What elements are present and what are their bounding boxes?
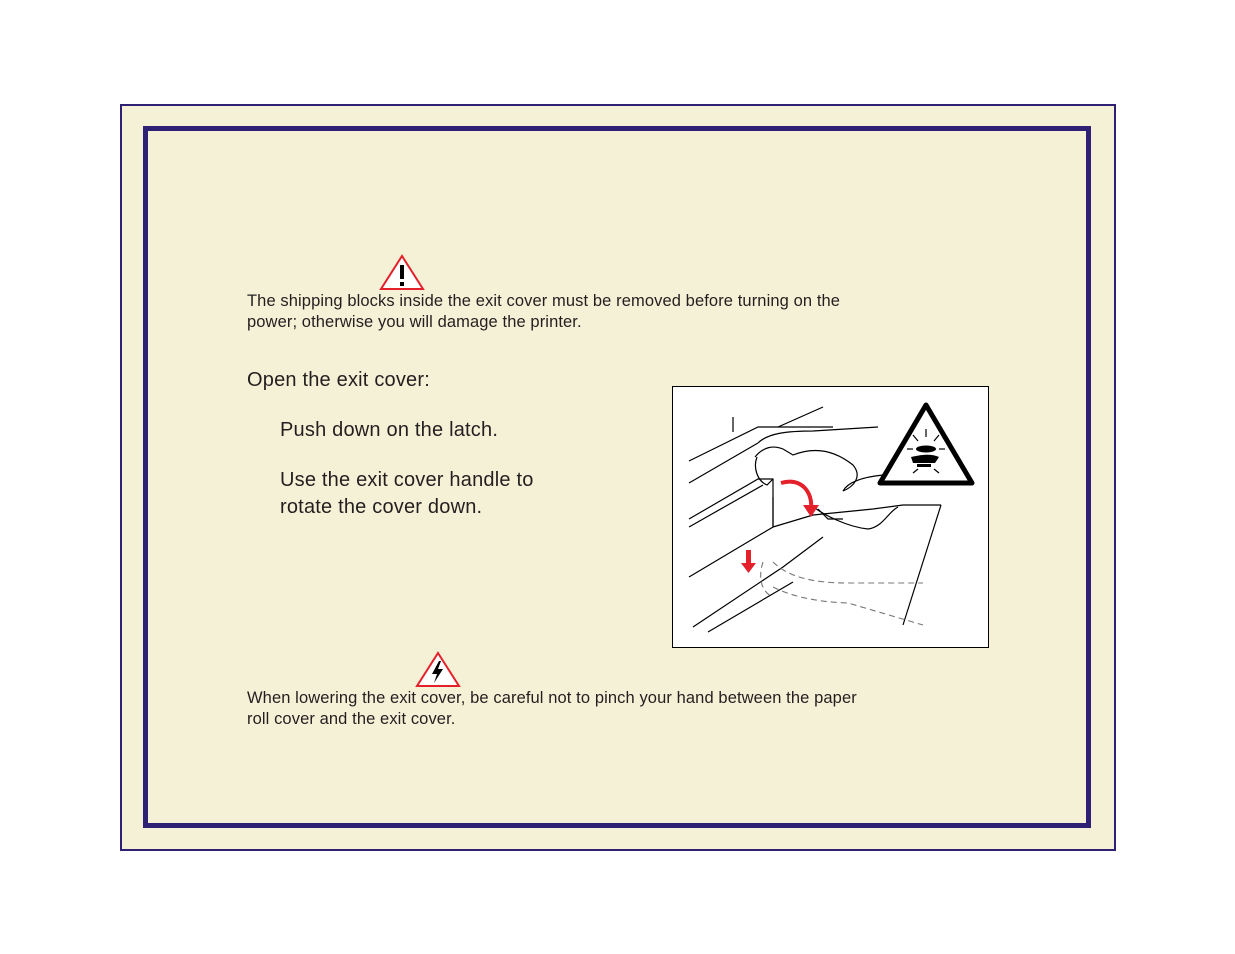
instruction-step-2-line-1: Use the exit cover handle to [280, 469, 534, 491]
caution-note-line-1: The shipping blocks inside the exit cover must be removed before turning on the [247, 292, 841, 310]
instruction-step-1: Push down on the latch. [280, 419, 499, 441]
instruction-intro: Open the exit cover: [247, 369, 430, 391]
caution-note-line-2: power; otherwise you will damage the printer. [247, 313, 582, 331]
warning-note [247, 688, 987, 730]
instruction-step-2-line-2: rotate the cover down. [280, 496, 483, 518]
illustration-drawing [673, 387, 989, 648]
warning-note-line-1: When lowering the exit cover, be careful not to pinch your hand between the paper [247, 689, 857, 707]
electrical-hazard-icon [415, 651, 461, 689]
exit-cover-illustration [672, 386, 989, 648]
pinch-hazard-icon [880, 405, 972, 483]
instruction-step-2 [280, 467, 534, 521]
warning-note-line-2: roll cover and the exit cover. [247, 710, 456, 728]
caution-note [247, 291, 987, 333]
caution-triangle-icon [379, 254, 425, 292]
